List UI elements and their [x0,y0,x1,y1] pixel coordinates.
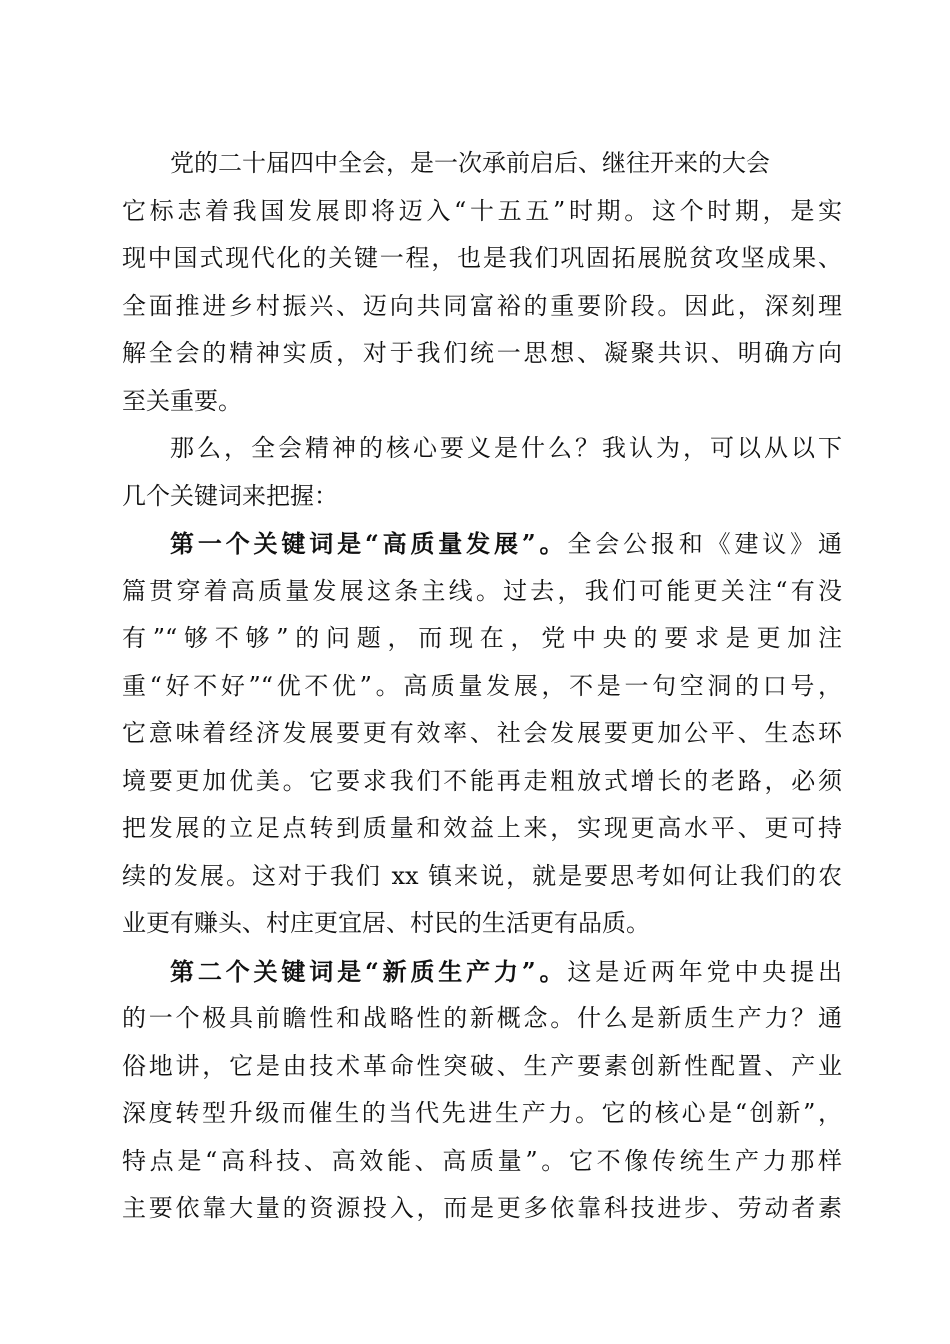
paragraph-line: 几个关键词来把握： [122,481,338,510]
paragraph-line: 俗地讲，它是由技术革命性突破、生产要素创新性配置、产业 [122,1051,842,1080]
paragraph-line [122,948,842,996]
paragraph-line: 全面推进乡村振兴、迈向共同富裕的重要阶段。因此，深刻理 [122,291,842,320]
paragraph-line: 把发展的立足点转到质量和效益上来，实现更高水平、更可持 [122,814,842,842]
paragraph-line: 它标志着我国发展即将迈入“十五五”时期。这个时期，是实 [122,196,842,225]
paragraph-line: 重“好不好”“优不优”。高质量发展，不是一句空洞的口号， [122,671,842,700]
paragraph-line: 至关重要。 [122,386,242,415]
paragraph-4 [122,948,842,1233]
paragraph-line: 现中国式现代化的关键一程，也是我们巩固拓展脱贫攻坚成果、 [122,244,842,272]
paragraph-line: 那么，全会精神的核心要义是什么？我认为，可以从以下 [170,434,842,462]
paragraph-text: 这是近两年党中央提出 [567,957,843,986]
paragraph-3 [122,520,842,948]
paragraph-line: 业更有赚头、村庄更宜居、村民的生活更有品质。 [122,909,650,937]
paragraph-line: 深度转型升级而催生的当代先进生产力。它的核心是“创新”， [122,1099,842,1127]
paragraph-line: 境要更加优美。它要求我们不能再走粗放式增长的老路，必须 [122,766,842,795]
keyword-heading: 第二个关键词是“新质生产力”。 [170,956,568,986]
document-body [122,140,842,1233]
paragraph-2 [122,425,842,520]
paragraph-line: 党的二十届四中全会，是一次承前启后、继往开来的大会 [170,149,770,177]
paragraph-line: 有”“够不够”的问题，而现在，党中央的要求是更加注 [122,624,842,652]
paragraph-line: 解全会的精神实质，对于我们统一思想、凝聚共识、明确方向 [122,339,842,367]
paragraph-line: 的一个极具前瞻性和战略性的新概念。什么是新质生产力？通 [122,1004,842,1032]
paragraph-line: 篇贯穿着高质量发展这条主线。过去，我们可能更关注“有没 [122,576,842,605]
paragraph-line [122,520,842,568]
paragraph-line: 它意味着经济发展要更有效率、社会发展要更加公平、生态环 [122,719,842,747]
paragraph-line: 主要依靠大量的资源投入，而是更多依靠科技进步、劳动者素 [122,1194,842,1222]
paragraph-text: 全会公报和《建议》通 [567,530,843,558]
paragraph-line: 续的发展。这对于我们 xx 镇来说，就是要思考如何让我们的农 [122,861,842,890]
paragraph-line: 特点是“高科技、高效能、高质量”。它不像传统生产力那样 [122,1146,842,1175]
keyword-heading: 第一个关键词是“高质量发展”。 [170,529,568,558]
paragraph-1 [122,140,842,425]
